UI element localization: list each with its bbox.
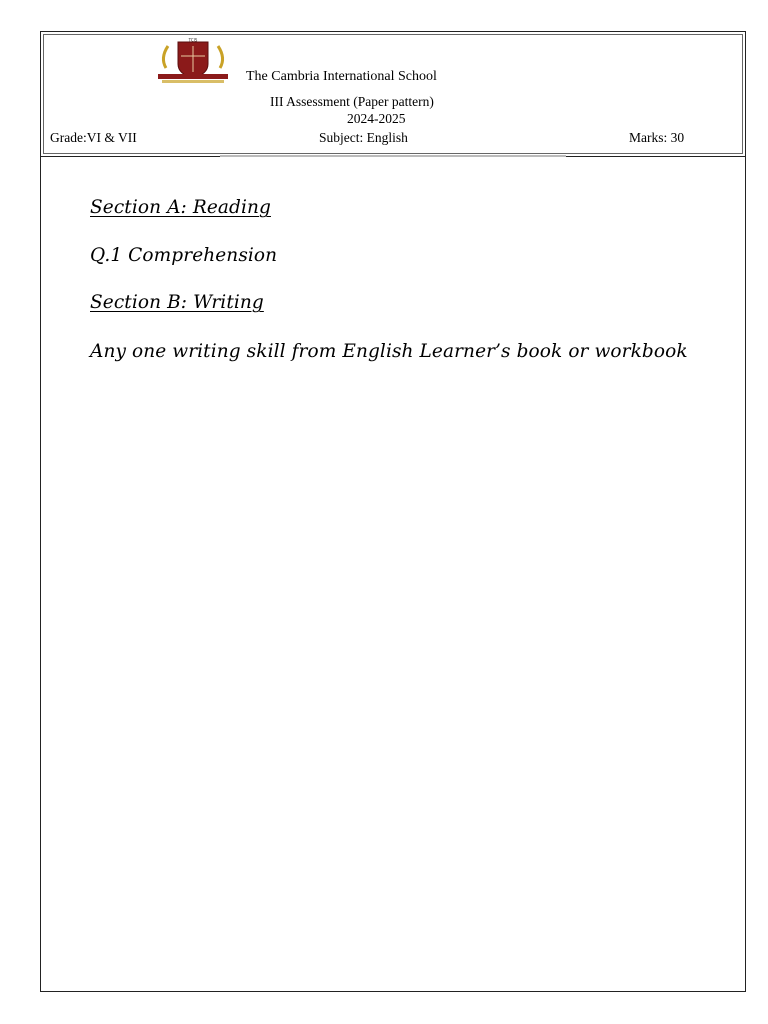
subject-label: Subject: English [319,130,408,145]
logo-banner [158,74,228,79]
page-border [40,31,746,992]
writing-instruction: Any one writing skill from English Learner’s book or workbook [90,341,688,362]
school-name: The Cambria International School [246,69,437,84]
academic-year: 2024-2025 [347,111,406,126]
marks-label: Marks: 30 [629,130,685,145]
assessment-title: III Assessment (Paper pattern) [270,94,434,109]
section-b-heading: Section B: Writing [90,292,264,313]
logo-subbanner [162,80,224,83]
header-divider [220,155,566,157]
grade-label: Grade:VI & VII [50,130,137,145]
question-1: Q.1 Comprehension [90,245,278,266]
school-logo [156,38,230,86]
section-a-heading: Section A: Reading [90,197,271,218]
logo-label: TCIS [188,38,198,43]
